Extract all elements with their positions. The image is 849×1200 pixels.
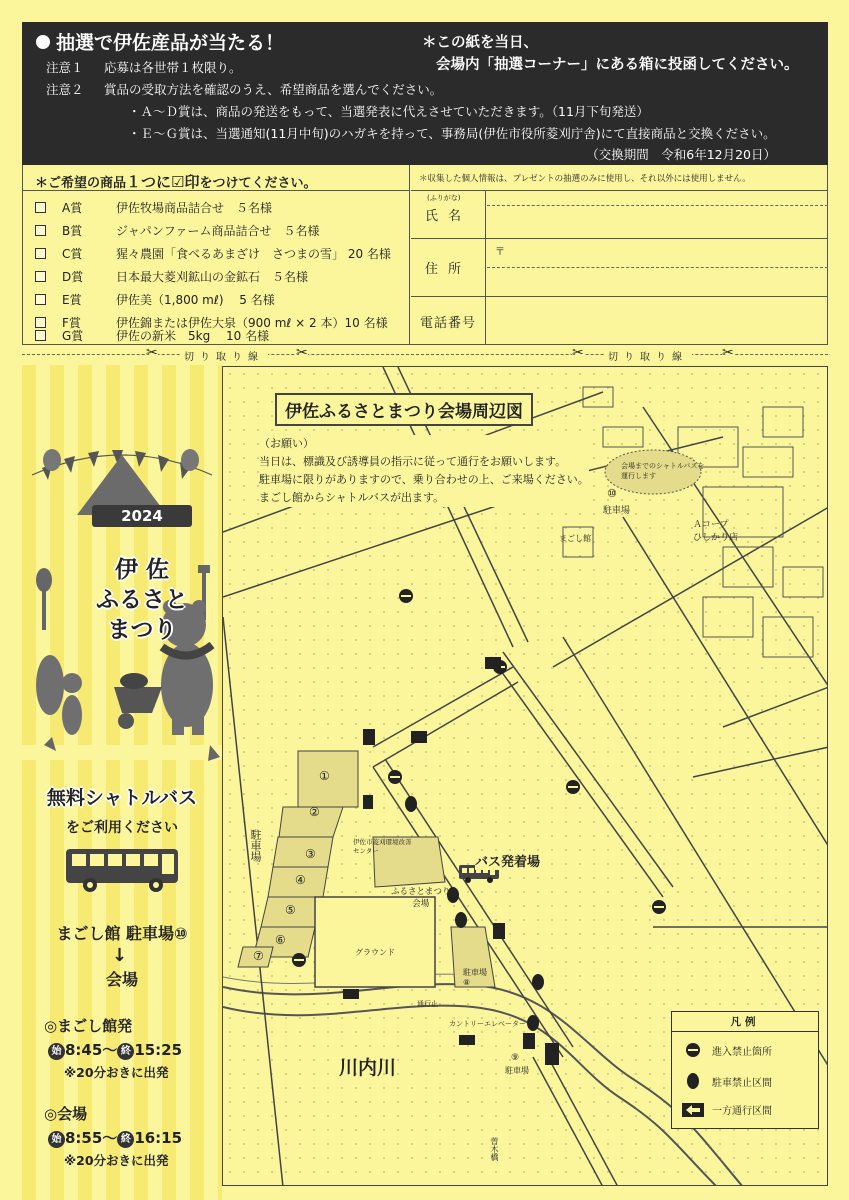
departure-venue-title: ◎会場 — [44, 1105, 88, 1123]
road-closed-label: 通行止 — [417, 1000, 438, 1008]
legend-item-one-way: 一方通行区間 — [680, 1102, 772, 1117]
privacy-note: ＊収集した個人情報は、プレゼントの抽選のみに使用し、それ以外には使用しません。 — [411, 165, 828, 191]
prize-selection — [23, 165, 410, 345]
note-bullet-ad: ・Ａ～Ｄ賞は、商品の発送をもって、当選発表に代えさせていただきます。（11月下旬発送） — [128, 104, 649, 119]
acoop-label: Ａコープ ひしかり店 — [693, 520, 739, 543]
shuttle-title: 無料シャトルバス — [46, 787, 198, 809]
note-2: 注意２ 賞品の受取方法を確認のうえ、希望商品を選んでください。 — [46, 82, 443, 97]
arrow-down-icon: ↓ — [112, 945, 128, 966]
spoon-icon — [36, 568, 52, 630]
route-destination: 会場 — [105, 970, 138, 989]
festival-name: 伊 佐 ふるさと まつり — [96, 557, 188, 643]
elevator-label: カントリーエレベーター — [449, 1020, 526, 1028]
parking-9-mark: ⑨ — [511, 1053, 520, 1063]
parking-lot-2: ② — [309, 805, 320, 819]
parking-9-label: 駐車場 — [505, 1066, 529, 1075]
parking-lot-6: ⑥ — [275, 933, 286, 947]
prize-f[interactable]: F賞 伊佐錦または伊佐大泉（900 mℓ × 2 本）10 名様 — [35, 314, 388, 331]
prize-c[interactable]: C賞 猩々農園「食べるあまざけ さつまの雪」 20 名様 — [35, 245, 391, 262]
address-label: 住所 — [411, 239, 486, 296]
prize-e[interactable]: E賞 伊佐美（1,800 mℓ) 5 名様 — [35, 291, 275, 308]
cut-line-label: 切り取り線 — [180, 348, 268, 363]
legend-item-no-entry: 進入禁止箇所 — [680, 1042, 772, 1058]
bullet-icon — [36, 35, 50, 49]
parking-lot-1: ① — [319, 769, 330, 783]
venue-map — [222, 366, 828, 1186]
checkbox[interactable] — [35, 248, 46, 259]
no-parking-icon — [685, 1072, 701, 1090]
cut-line-label: 切り取り線 — [604, 348, 692, 363]
parking-lot-7: ⑦ — [253, 949, 264, 963]
shuttle-note: 会場までのシャトルバスを 運行します — [621, 462, 705, 480]
phone-label: 電話番号 — [411, 297, 486, 345]
map-legend — [671, 1011, 819, 1129]
cut-line — [22, 354, 828, 355]
bus-stop-label: バス発着場 — [475, 851, 540, 870]
festival-year: 2024 — [92, 505, 192, 527]
no-entry-icon — [685, 1042, 701, 1058]
parking-10-label: 駐車場 — [603, 506, 631, 516]
magoshi-label: まごし館 — [559, 534, 591, 543]
departure-magoshi-times: 始 8:45～ 終 15:25 — [48, 1039, 182, 1060]
note-bullet-eg: ・Ｅ～Ｇ賞は、当選通知(11月中旬)のハガキを持って、事務局(伊佐市役所菱刈庁舎)にて直接商品と交換ください。 — [128, 126, 776, 141]
venue-label: ふるさとまつり 会場 — [391, 887, 451, 909]
bus-icon — [64, 845, 184, 895]
scissors-icon: ✂ — [146, 345, 158, 361]
ground-area — [315, 897, 435, 987]
lottery-header — [22, 22, 828, 165]
squirrel-icon — [36, 655, 82, 735]
prize-b[interactable]: B賞 ジャパンファーム商品詰合せ ５名様 — [35, 222, 320, 239]
checkbox[interactable] — [35, 330, 46, 341]
parking-lot-5: ⑤ — [285, 903, 296, 917]
river-label: 川内川 — [339, 1057, 397, 1079]
map-title: 伊佐ふるさとまつり会場周辺図 — [275, 393, 533, 426]
checkbox[interactable] — [35, 294, 46, 305]
environment-center-label: 伊佐市菱刈環境改善 センター — [353, 838, 412, 855]
wheelbarrow-icon — [114, 673, 162, 729]
festival-panel — [22, 365, 222, 1200]
departure-venue-interval: ※20分おきに出発 — [64, 1153, 169, 1168]
submit-instruction: ＊この紙を当日、 会場内「抽選コーナー」にある箱に投函してください。 — [422, 35, 799, 73]
route-origin: まごし館 駐車場⑩ — [56, 924, 188, 943]
phone-row[interactable] — [411, 297, 828, 345]
scissors-icon: ✂ — [722, 345, 734, 361]
bridge-label: 曽木橋 — [490, 1137, 499, 1161]
prize-g[interactable]: G賞 伊佐の新米 5kg 10 名様 — [35, 327, 269, 344]
note-1: 注意１ 応募は各世帯１枚限り。 — [46, 60, 242, 75]
checkbox[interactable] — [35, 225, 46, 236]
legend-item-no-parking: 駐車禁止区間 — [680, 1072, 772, 1090]
lottery-title: 抽選で伊佐産品が当たる！ — [36, 28, 284, 55]
checkbox[interactable] — [35, 271, 46, 282]
ground-label: グラウンド — [355, 948, 395, 957]
scissors-icon: ✂ — [296, 345, 308, 361]
map-request: （お願い） 当日は、標識及び誘導員の指示に従って通行をお願いします。 駐車場に限りがありますので、乗り合わせの上、ご来場ください。 まごし館からシャトルバスが出ます。 — [259, 435, 589, 507]
exchange-period: （交換期間 令和6年12月20日） — [586, 147, 776, 162]
departure-magoshi-interval: ※20分おきに出発 — [64, 1065, 169, 1080]
parking-8-label: 駐車場 ⑧ — [463, 968, 487, 987]
departure-venue-times: 始 8:55～ 終 16:15 — [48, 1127, 182, 1148]
shuttle-subtitle: をご利用ください — [66, 820, 178, 836]
parking-lot-3: ③ — [305, 847, 316, 861]
prize-a[interactable]: A賞 伊佐牧場商品詰合せ ５名様 — [35, 199, 272, 216]
name-label: (ふりがな) 氏名 — [411, 191, 486, 238]
prize-d[interactable]: D賞 日本最大菱刈鉱山の金鉱石 ５名様 — [35, 268, 308, 285]
name-row[interactable] — [411, 191, 828, 239]
legend-heading: 凡例 — [672, 1012, 818, 1032]
one-way-icon — [682, 1103, 704, 1117]
departure-magoshi-title: ◎まごし館発 — [44, 1017, 133, 1035]
parking-area-label: 駐車場 — [249, 829, 262, 862]
prize-heading: ＊ご希望の商品１つに☑印をつけてください。 — [23, 165, 409, 191]
parking-10-mark: ⑩ — [607, 487, 617, 500]
scissors-icon: ✂ — [572, 345, 584, 361]
parking-lot-4: ④ — [295, 873, 306, 887]
zip-mark: 〒 — [495, 247, 505, 258]
address-row[interactable] — [411, 239, 828, 297]
entry-form — [22, 165, 828, 345]
applicant-info — [411, 165, 828, 345]
leaf-icon — [44, 737, 220, 761]
checkbox[interactable] — [35, 202, 46, 213]
